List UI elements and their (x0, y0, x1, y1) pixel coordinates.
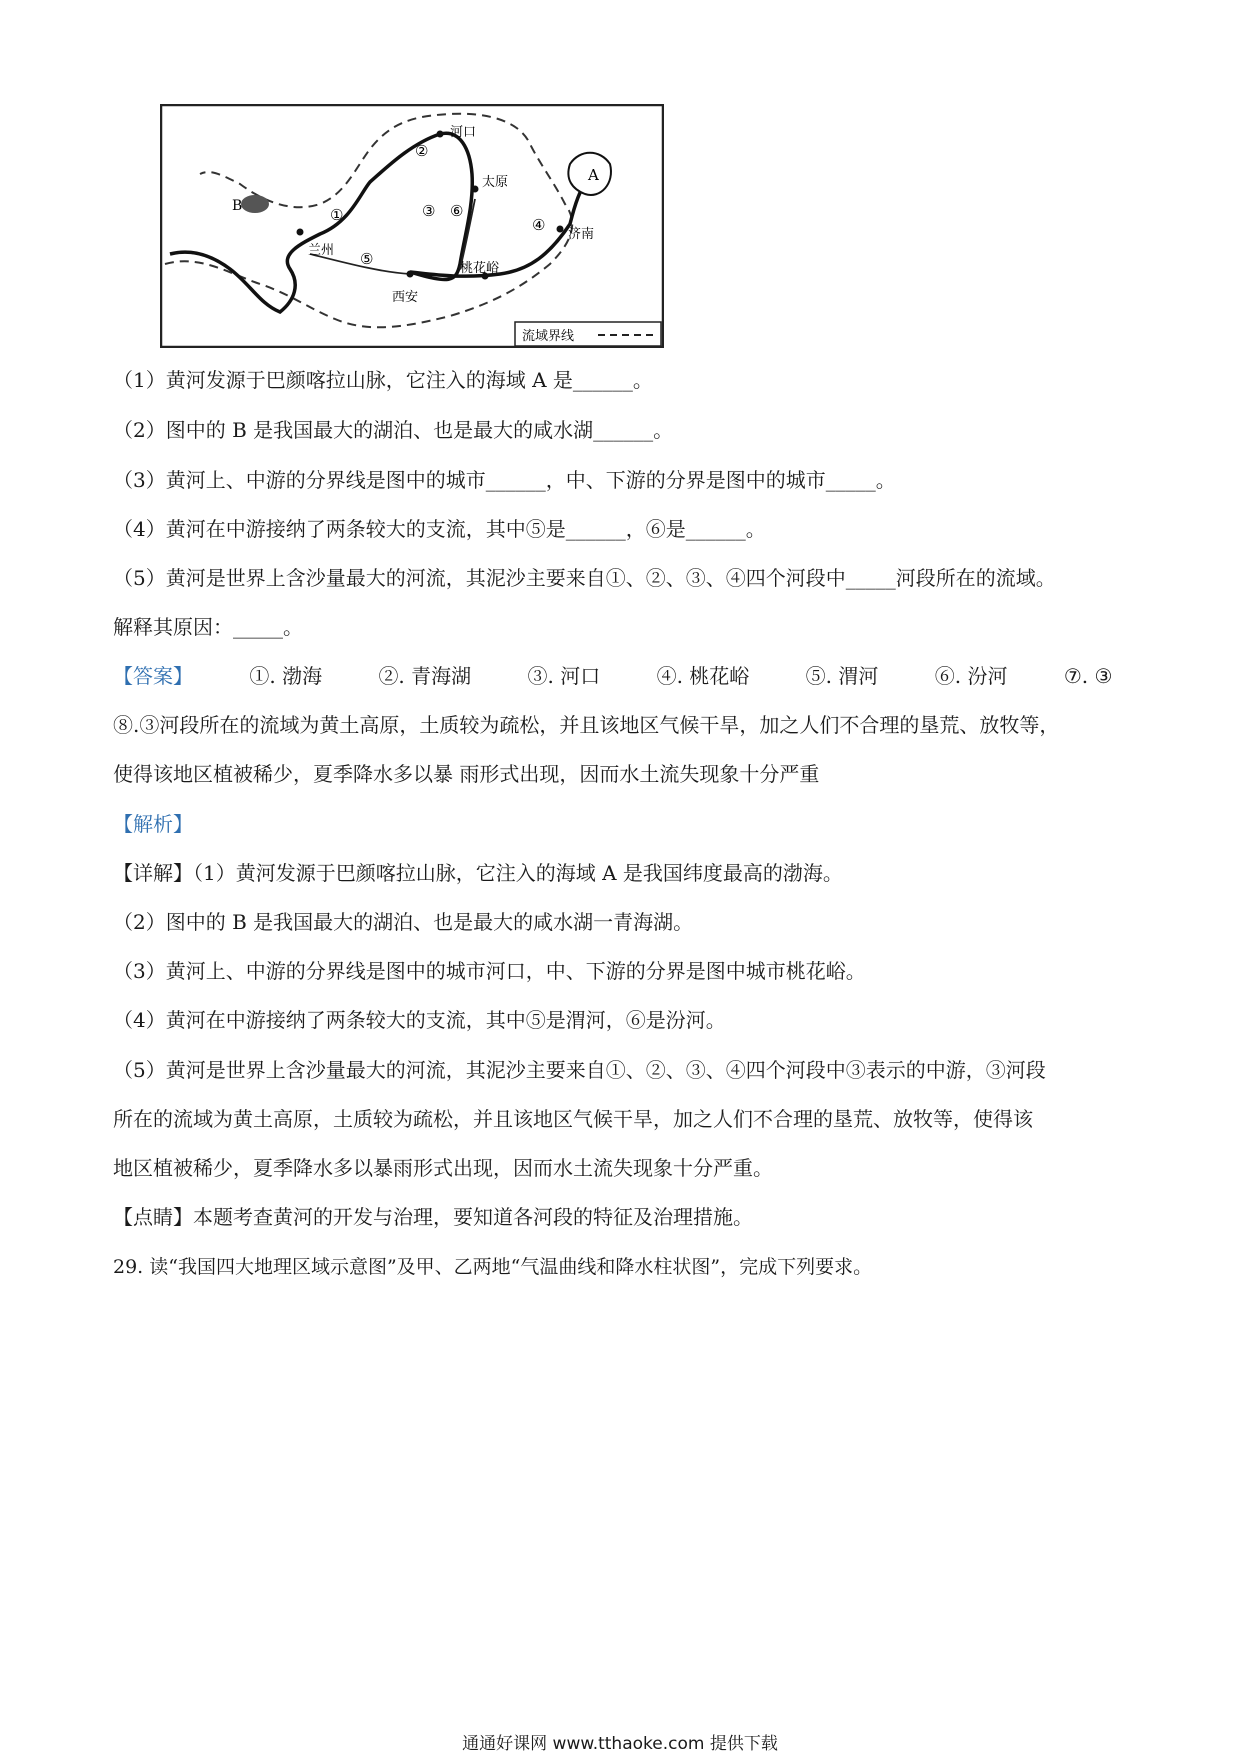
label-jinan: 济南 (568, 227, 595, 242)
answer-item: ⑥. 汾河 (934, 664, 1008, 688)
city-dot-xian (407, 271, 414, 278)
analysis-heading: 【解析】 (113, 812, 193, 836)
answer-item: ④. 桃花峪 (656, 664, 750, 688)
label-hekou: 河口 (450, 125, 477, 140)
legend-label: 流域界线 (522, 329, 575, 344)
map-frame (161, 105, 663, 347)
answer-line-1 (113, 662, 1112, 690)
footer: 通通好课网 www.tthaoke.com 提供下载 (462, 1734, 778, 1754)
question-5: （5）黄河是世界上含沙量最大的河流，其泥沙主要来自①、②、③、④四个河段中_____河段所在的流域。 (113, 566, 1056, 590)
answer-line-2: ⑧.③河段所在的流域为黄土高原，土质较为疏松，并且该地区气候干旱，加之人们不合理的垦荒、放牧等， (113, 713, 1060, 737)
answer-line-3: 使得该地区植被稀少，夏季降水多以暴 雨形式出现，因而水土流失现象十分严重 (113, 762, 820, 786)
label-r4: ④ (532, 216, 546, 234)
question-2: （2）图中的 B 是我国最大的湖泊、也是最大的咸水湖______。 (113, 418, 674, 442)
label-lanzhou: 兰州 (308, 243, 335, 258)
comment-text: 本题考查黄河的开发与治理，要知道各河段的特征及治理措施。 (193, 1205, 753, 1229)
detail-line-5a: （5）黄河是世界上含沙量最大的河流，其泥沙主要来自①、②、③、④四个河段中③表示的中游，③河段 (113, 1058, 1046, 1082)
label-r3: ③ (422, 202, 436, 220)
label-r2: ② (415, 142, 429, 160)
answer-item: ⑦. ③ (1063, 664, 1113, 688)
question-29: 29. 读“我国四大地理区域示意图”及甲、乙两地“气温曲线和降水柱状图”，完成下列要求。 (113, 1256, 873, 1278)
detail-line-4: （4）黄河在中游接纳了两条较大的支流，其中⑤是渭河，⑥是汾河。 (113, 1008, 726, 1032)
question-4: （4）黄河在中游接纳了两条较大的支流，其中⑤是______，⑥是______。 (113, 517, 766, 541)
detail-line-2: （2）图中的 B 是我国最大的湖泊、也是最大的咸水湖一青海湖。 (113, 910, 694, 934)
answer-item: ⑤. 渭河 (805, 664, 879, 688)
label-a: A (588, 166, 599, 184)
comment-line (113, 1203, 753, 1231)
label-r1: ① (330, 206, 344, 224)
question-3: （3）黄河上、中游的分界线是图中的城市______，中、下游的分界是图中的城市_____。 (113, 468, 896, 492)
answer-label: 【答案】 (113, 664, 193, 688)
detail-line-1 (113, 859, 843, 887)
answer-item: ①. 渤海 (249, 664, 323, 688)
yellow-river-map (160, 104, 664, 348)
label-taiyuan: 太原 (482, 175, 509, 190)
detail-line-5b: 所在的流域为黄土高原，土质较为疏松，并且该地区气候干旱，加之人们不合理的垦荒、放牧等，使得该 (113, 1107, 1033, 1131)
label-taohuayu: 桃花峪 (460, 261, 500, 276)
comment-label: 【点睛】 (113, 1205, 193, 1229)
answer-item: ②. 青海湖 (378, 664, 472, 688)
label-b: B (232, 198, 243, 214)
label-r5: ⑤ (360, 250, 374, 268)
lake-b (241, 195, 269, 213)
question-5-reason: 解释其原因：_____。 (113, 615, 303, 639)
detail-line-5c: 地区植被稀少，夏季降水多以暴雨形式出现，因而水土流失现象十分严重。 (113, 1156, 773, 1180)
city-dot-hekou (437, 131, 444, 138)
city-dot-jinan (557, 226, 564, 233)
detail-text-1: （1）黄河发源于巴颜喀拉山脉，它注入的海域 A 是我国纬度最高的渤海。 (193, 861, 843, 885)
label-xian: 西安 (392, 290, 419, 305)
detail-label: 【详解】 (113, 861, 193, 885)
detail-line-3: （3）黄河上、中游的分界线是图中的城市河口，中、下游的分界是图中城市桃花峪。 (113, 959, 866, 983)
analysis-label (113, 810, 193, 838)
question-1: （1）黄河发源于巴颜喀拉山脉，它注入的海域 A 是______。 (113, 368, 653, 392)
label-r6: ⑥ (450, 202, 464, 220)
city-dot-taiyuan (472, 186, 479, 193)
answer-item: ③. 河口 (527, 664, 601, 688)
city-dot-lanzhou (297, 229, 304, 236)
